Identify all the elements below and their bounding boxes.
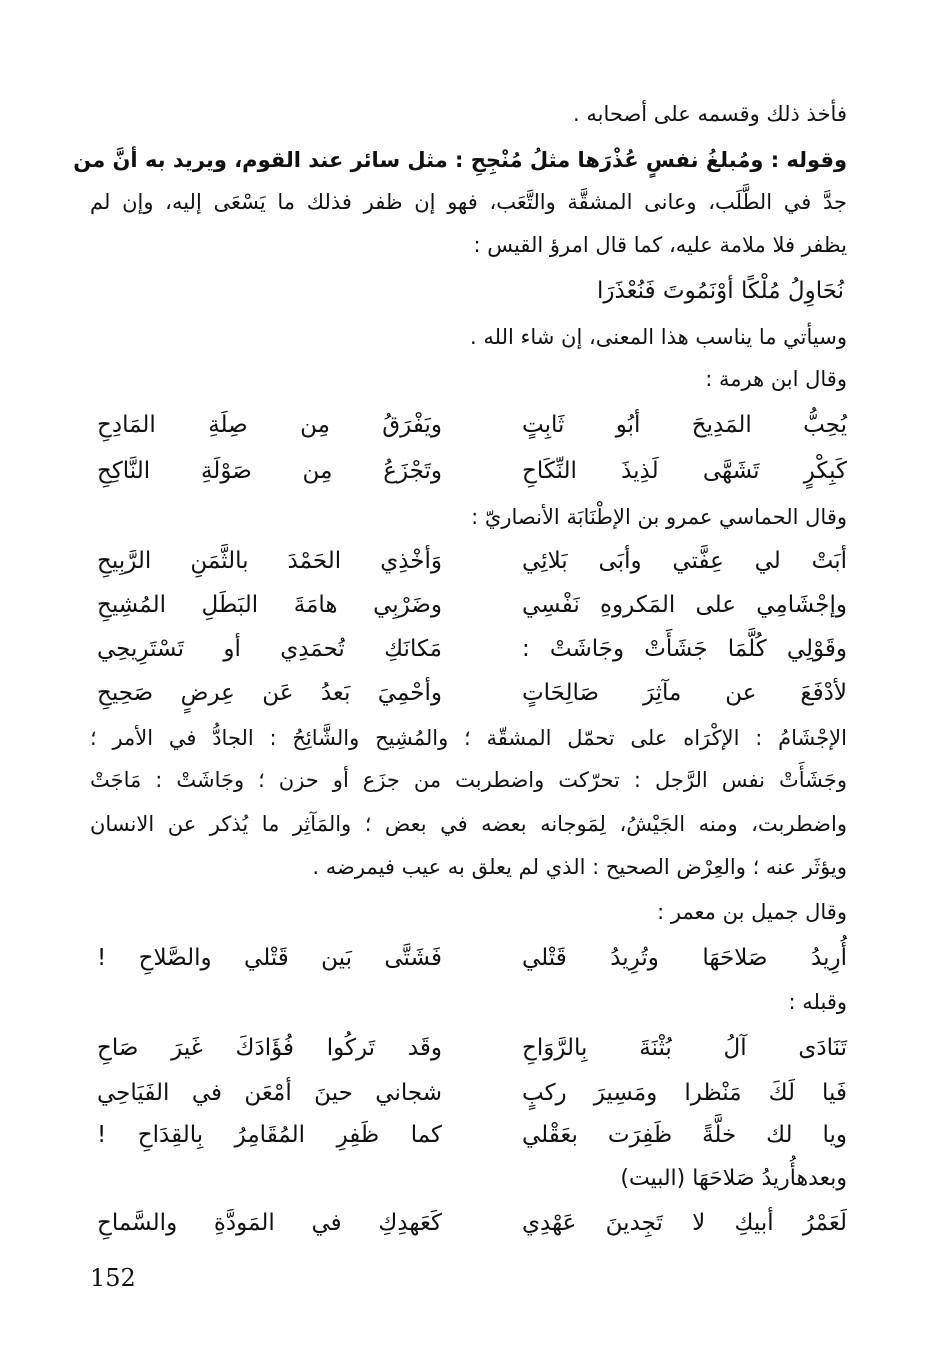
gloss-line: الإجْشَامُ : الإكْرَاه على تحمّل المشقّة ؛ والمُشِيح والشَّائِحُ : الجادُّ في الأمر ؛ [90,726,847,750]
prose-line: وقوله : ومُبلغُ نفسٍ عُذْرَها مثلُ مُنْجِحِ : مثل سائر عند القوم، ويريد به أنَّ من [73,148,847,172]
section-intro: وقبله : [788,990,847,1014]
section-intro: وبعدهأُريدُ صَلاحَهَا (البيت) [620,1166,847,1191]
verse-hemistich-first: وإجْشَامِي على المَكروهِ نَفْسِي [522,592,847,618]
verse-hemistich-second: فَشَتَّى بَين قَتْلي والصَّلاحِ ! [97,945,442,971]
verse-hemistich-first: كَبِكْرٍ تَشَهَّى لَذِيذَ النِّكَاحِ [522,458,847,484]
verse-hemistich-first: يُحِبُّ المَدِيحَ أبُو ثَابِتٍ [522,412,847,438]
verse-hemistich-first: تَنَادَى آلُ بُثْنَةَ بِالرَّوَاحِ [522,1035,847,1061]
verse-hemistich-first: أُرِيدُ صَلاحَهَا وتُرِيدُ قَتْلي [522,945,847,971]
verse-hemistich-second: كَعَهدِكِ في المَودَّةِ والسَّماحِ [97,1210,442,1236]
section-intro: وقال الحماسي عمرو بن الإطْنَابَة الأنصاريّ : [471,505,847,529]
verse-hemistich-second: وتَجْزَعُ مِن صَوْلَةِ النَّاكِحِ [97,458,442,484]
verse-hemistich-second: شجاني حينَ أمْعَن في الفَيَاحِي [97,1080,442,1106]
gloss-line: وجَشَأَتْ نفس الرَّجل : تحرّكت واضطربت من جزَع أو حزن ؛ وجَاشَتْ : مَاجَتْ [90,768,847,792]
verse-hemistich-first: لأدْفَعَ عن مآثِرَ صَالِحَاتٍ [522,680,847,706]
verse-hemistich-second: كما ظَفِرِ المُقَامِرُ بِالقِدَاحِ ! [97,1122,442,1148]
verse-hemistich-first: فَيا لَكَ مَنْظرا ومَسِيرَ ركبٍ [522,1080,847,1106]
gloss-line: ويؤثَر عنه ؛ والعِرْض الصحيح : الذي لم يعلق به عيب فيمرضه . [312,855,847,879]
verse-hemistich-second: وَأخْذِي الحَمْدَ بالثَّمَنِ الرَّبِيحِ [97,548,442,574]
verse-hemistich-second: وأحْمِيَ بَعدُ عَن عِرضٍ صَحِيحِ [97,680,442,706]
verse-hemistich-first: لَعَمْرُ أبيكِ لا تَجِدينَ عَهْدِي [522,1210,847,1236]
gloss-line: واضطربت، ومنه الجَيْشُ، لِمَوجانه بعضه في بعض ؛ والمَآثِر ما يُذكر عن الانسان [90,812,847,836]
verse-hemistich-second: وضَرْبِي هامَةَ البَطَلِ المُشِيحِ [97,592,442,618]
prose-line: يظفر فلا ملامة عليه، كما قال امرؤ القيس : [473,233,847,257]
prose-line: جدَّ في الطَّلَب، وعانى المشقَّة والتَّعَب، فهو إن ظفر فذلك ما يَسْعَى إليه، وإن لم [90,190,847,214]
verse-hemistich-first: أبَتْ لي عِفَّتي وأبَى بَلائِي [522,548,847,574]
verse-quote: نُحَاوِلُ مُلْكًا أوْنَمُوتَ فَنُعْذَرَا [597,278,844,304]
page-number: 152 [90,1264,136,1292]
section-intro: وقال جميل بن معمر : [657,900,847,924]
verse-hemistich-second: ويَفْرَقُ مِن صِلَةِ المَادِحِ [97,412,442,438]
verse-hemistich-first: وقَوْلِي كُلَّمَا جَشَأَتْ وجَاشَتْ : [522,636,847,662]
prose-line: وسيأتي ما يناسب هذا المعنى، إن شاء الله . [470,325,847,349]
verse-hemistich-second: مَكانَكِ تُحمَدِي أو تَسْتَرِيحِي [97,636,442,662]
verse-hemistich-first: ويا لك خلَّةً ظَفِرَت بعَقْلي [522,1122,847,1148]
section-intro: وقال ابن هرمة : [705,367,847,391]
prose-line: فأخذ ذلك وقسمه على أصحابه . [573,102,847,126]
verse-hemistich-second: وقَد تَركُوا فُؤَادَكَ غَيرَ صَاحِ [97,1035,442,1061]
